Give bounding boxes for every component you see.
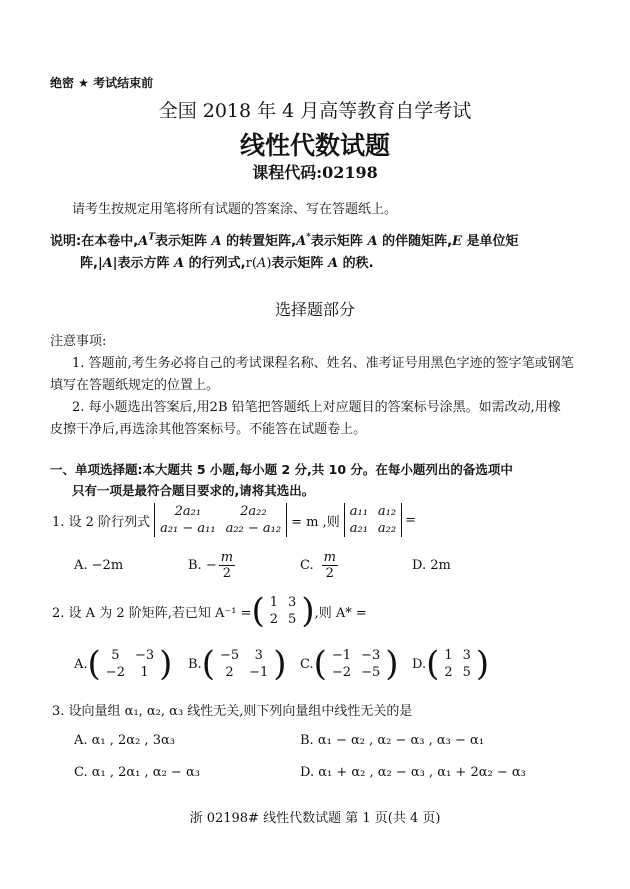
question-2-suffix: ,则 A* = (314, 605, 367, 621)
matrix-cell: 2 (225, 665, 234, 680)
note-text: 的伴随矩阵, (382, 234, 453, 249)
notice-item: 填写在答题纸规定的位置上。 (50, 378, 220, 393)
note-label: 说明: (50, 234, 82, 249)
option-label: B. (188, 656, 202, 672)
q2-option-c[interactable] (300, 642, 399, 686)
notice-label: 注意事项: (50, 334, 107, 349)
option-text: C. α₁ , 2α₁ , α₂ − α₃ (74, 765, 200, 780)
instruction-line: 请考生按规定用笔将所有试题的答案涂、写在答题纸上。 (72, 202, 398, 217)
matrix-cell: 5 (288, 612, 297, 627)
matrix-cell: 1 (140, 665, 149, 680)
notice-item: 2. 每小题选出答案后,用2B 铅笔把答题纸上对应题目的答案标号涂黑。如需改动,用橡 (72, 400, 561, 415)
q3-option-d[interactable] (300, 765, 526, 780)
left-paren: ( (426, 644, 440, 684)
question-2 (52, 590, 367, 632)
exam-title: 全国 2018 年 4 月高等教育自学考试 (158, 100, 472, 122)
option-text: A. α₁ , 2α₂ , 3α₃ (74, 733, 175, 748)
option-text: B. α₁ − α₂ , α₂ − α₃ , α₃ − α₁ (300, 733, 485, 748)
det-cell: 2a₂₁ (174, 504, 202, 519)
fraction-numerator: m (323, 550, 336, 565)
right-paren: ) (475, 644, 490, 684)
determinant-1 (154, 503, 287, 537)
question-2-prefix: 2. 设 A 为 2 阶矩阵,若已知 A⁻¹ = (52, 605, 252, 621)
matrix-given (265, 594, 302, 628)
question-1-suffix: = (405, 512, 417, 528)
matrix-cell: 2 (269, 612, 279, 627)
matrix-cell: 3 (254, 648, 263, 663)
det-cell: a₁₁ (349, 504, 368, 519)
option-label: A. (74, 656, 88, 672)
notice-item: 1. 答题前,考生务必将自己的考试课程名称、姓名、准考证号用黑色字迹的签字笔或钢笔 (72, 356, 574, 371)
notice-item: 皮擦干净后,再选涂其他答案标号。不能答在试题卷上。 (50, 422, 367, 437)
page-footer: 浙 02198# 线性代数试题 第 1 页(共 4 页) (189, 811, 441, 826)
matrix-cell: −3 (361, 648, 381, 663)
matrix-cell: 5 (462, 665, 471, 680)
q1-option-b[interactable] (188, 550, 237, 581)
q1-option-a[interactable] (74, 558, 123, 573)
note-text: 是单位矩 (466, 234, 519, 249)
option-label: C. (300, 558, 314, 573)
matrix-cell: 1 (269, 595, 279, 610)
matrix-cell: −3 (134, 648, 155, 663)
option-label: C. (300, 656, 314, 672)
option-matrix (439, 647, 476, 681)
right-paren: ) (159, 644, 173, 684)
note-text: 的秩. (342, 256, 374, 271)
matrix-cell: −1 (331, 648, 352, 663)
option-text: D. α₁ + α₂ , α₂ − α₃ , α₁ + 2α₂ − α₃ (300, 765, 526, 780)
determinant-symbol: |A| (97, 256, 118, 271)
fraction (219, 550, 235, 581)
matrix-cell: −2 (331, 665, 352, 680)
right-paren: ) (273, 644, 287, 684)
matrix-symbol: A (367, 234, 378, 249)
q3-option-c[interactable] (74, 765, 200, 780)
q2-option-d[interactable] (412, 642, 489, 686)
q3-option-b[interactable] (300, 733, 484, 748)
rank-symbol: r(A) (245, 256, 272, 271)
det-cell: a₂₂ (377, 521, 397, 536)
confidential-label: 绝密 ★ 考试结束前 (50, 76, 154, 90)
part-heading: 一、单项选择题:本大题共 5 小题,每小题 2 分,共 10 分。在每小题列出的备选项中 (50, 462, 513, 477)
matrix-cell: 3 (462, 648, 471, 663)
matrix-cell: −5 (219, 648, 240, 663)
matrix-cell: 5 (111, 648, 120, 663)
option-label: B. − (188, 558, 217, 573)
q1-option-c[interactable] (300, 550, 340, 581)
matrix-cell: 2 (444, 665, 453, 680)
q2-option-b[interactable] (188, 642, 287, 686)
left-paren: ( (87, 644, 101, 684)
fraction-denominator: 2 (222, 566, 232, 581)
matrix-symbol: A (211, 234, 222, 249)
note-text: 的行列式, (188, 256, 246, 271)
matrix-cell: −1 (249, 665, 269, 680)
matrix-symbol: A* (296, 232, 311, 249)
determinant-2 (344, 503, 402, 537)
option-matrix (327, 647, 385, 681)
q3-option-a[interactable] (74, 733, 175, 748)
left-paren: ( (313, 644, 327, 684)
note-text: 表示方阵 (117, 256, 170, 271)
fraction-denominator: 2 (325, 566, 334, 581)
note-text: 表示矩阵 (271, 256, 324, 271)
right-paren: ) (385, 644, 399, 684)
section-title: 选择题部分 (274, 300, 355, 319)
det-cell: a₂₁ − a₁₁ (160, 521, 216, 536)
matrix-cell: −2 (105, 665, 125, 680)
matrix-symbol: $A^T$ (138, 232, 155, 249)
matrix-symbol: A (327, 256, 339, 271)
option-label: D. (412, 656, 427, 672)
question-1-mid: = m ,则 (291, 514, 340, 530)
option-text: D. 2m (412, 558, 451, 573)
matrix-cell: 1 (444, 648, 453, 663)
fraction (322, 550, 338, 581)
fraction-numerator: m (220, 550, 234, 565)
note-text: 表示矩阵 (154, 234, 207, 249)
part-heading: 只有一项是最符合题目要求的,请将其选出。 (72, 483, 315, 498)
det-cell: a₂₁ (349, 521, 368, 536)
question-1-prefix: 1. 设 2 阶行列式 (52, 514, 151, 530)
det-cell: a₁₂ (377, 504, 397, 519)
note-text: 阵, (80, 256, 98, 271)
note-text: 在本卷中, (81, 234, 139, 249)
det-cell: a₂₂ − a₁₂ (225, 521, 282, 536)
q1-option-d[interactable] (412, 558, 451, 573)
matrix-cell: 3 (288, 595, 297, 610)
matrix-cell: −5 (361, 665, 381, 680)
note-line-2 (80, 252, 374, 271)
det-cell: 2a₂₂ (240, 504, 267, 519)
course-code: 课程代码:02198 (252, 163, 378, 182)
right-paren: ) (301, 591, 315, 631)
note-line-1 (50, 230, 518, 249)
question-3 (52, 700, 412, 719)
left-paren: ( (251, 591, 265, 631)
subject-title: 线性代数试题 (239, 131, 390, 160)
left-paren: ( (201, 644, 215, 684)
option-matrix (215, 647, 273, 681)
matrix-symbol: A (174, 256, 185, 271)
option-text: A. −2m (74, 558, 124, 573)
note-text: 表示矩阵 (310, 234, 363, 249)
note-text: 的转置矩阵, (226, 234, 297, 249)
q2-option-a[interactable] (74, 642, 172, 686)
option-matrix (101, 647, 159, 681)
matrix-symbol: E (452, 234, 462, 249)
question-1 (52, 498, 416, 542)
question-3-stem: 3. 设向量组 α₁, α₂, α₃ 线性无关,则下列向量组中线性无关的是 (52, 704, 413, 719)
